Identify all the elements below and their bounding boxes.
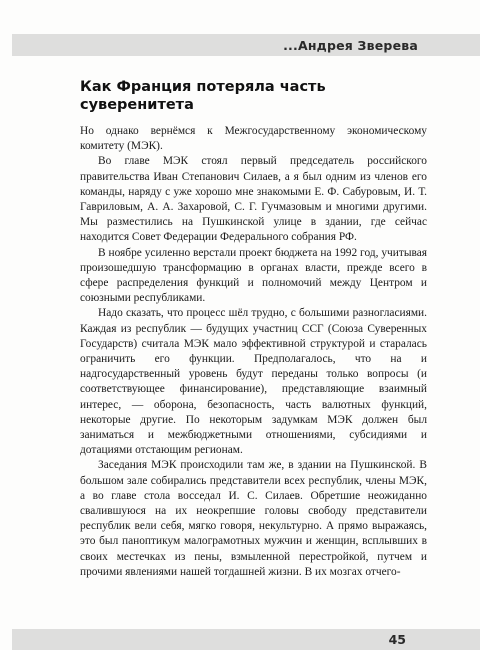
footer-band [12,629,480,650]
chapter-title: Как Франция потеряла часть суверенитета [80,79,326,113]
paragraph-3: В ноябре усиленно верстали проект бюджета на 1992 год, учитывая произошедшую трансформацию в органах власти, прежде всего в сфере распределения функций и полномочий между Центром и союзными республиками. [80,246,427,305]
page-number: 45 [388,632,406,647]
running-header-title: ...Андрея Зверева [283,38,418,53]
paragraph-2: Во главе МЭК стоял первый председатель российского правительства Иван Степанович Силаев, а я был одним из членов его команды, наряду с уже хорошо мне знакомыми Е. Ф. Сабуровым, И. Т. Гавриловым, А. А. Захаровой, С. Г. Гучмазовым и многими другими. Мы разместились на Пушкинской улице в здании, где сейчас находится Совет Федерации Федерального собрания РФ. [80,155,427,244]
paragraph-4: Надо сказать, что процесс шёл трудно, с большими разногласиями. Каждая из республик — будущих участниц ССГ (Союза Суверенных Государств) считала МЭК мало эффективной структурой и старалась ограничить его функции. Предполагалось, что на и надгосударственный уровень будут переданы только вопросы (и соответствующее финансирование), представляющие взаимный интерес, — оборона, безопасность, часть валютных функций, некоторые другие. По некоторым задумкам МЭК должен был заниматься и межбюджетными отношениями, субсидиями и дотациями отстающим регионам. [80,307,427,457]
page-body [80,78,427,580]
paragraph-5: Заседания МЭК происходили там же, в здании на Пушкинской. В большом зале собирались представители всех республик, члены МЭК, а во главе стола восседал И. С. Силаев. Обретшие неожиданно свалившуюся на их неокрепшие головы свободу представители республик вели себя, мягко говоря, некультурно. А прямо выражаясь, это был паноптикум малограмотных мужчин и женщин, всплывших в своих местечках из пены, взмыленной перестройкой, путчем и прочими явлениями нашей тогдашней жизни. В их мозгах отчего- [80,459,427,578]
paragraph-1: Но однако вернёмся к Межгосударственному экономическому комитету (МЭК). [80,125,427,153]
